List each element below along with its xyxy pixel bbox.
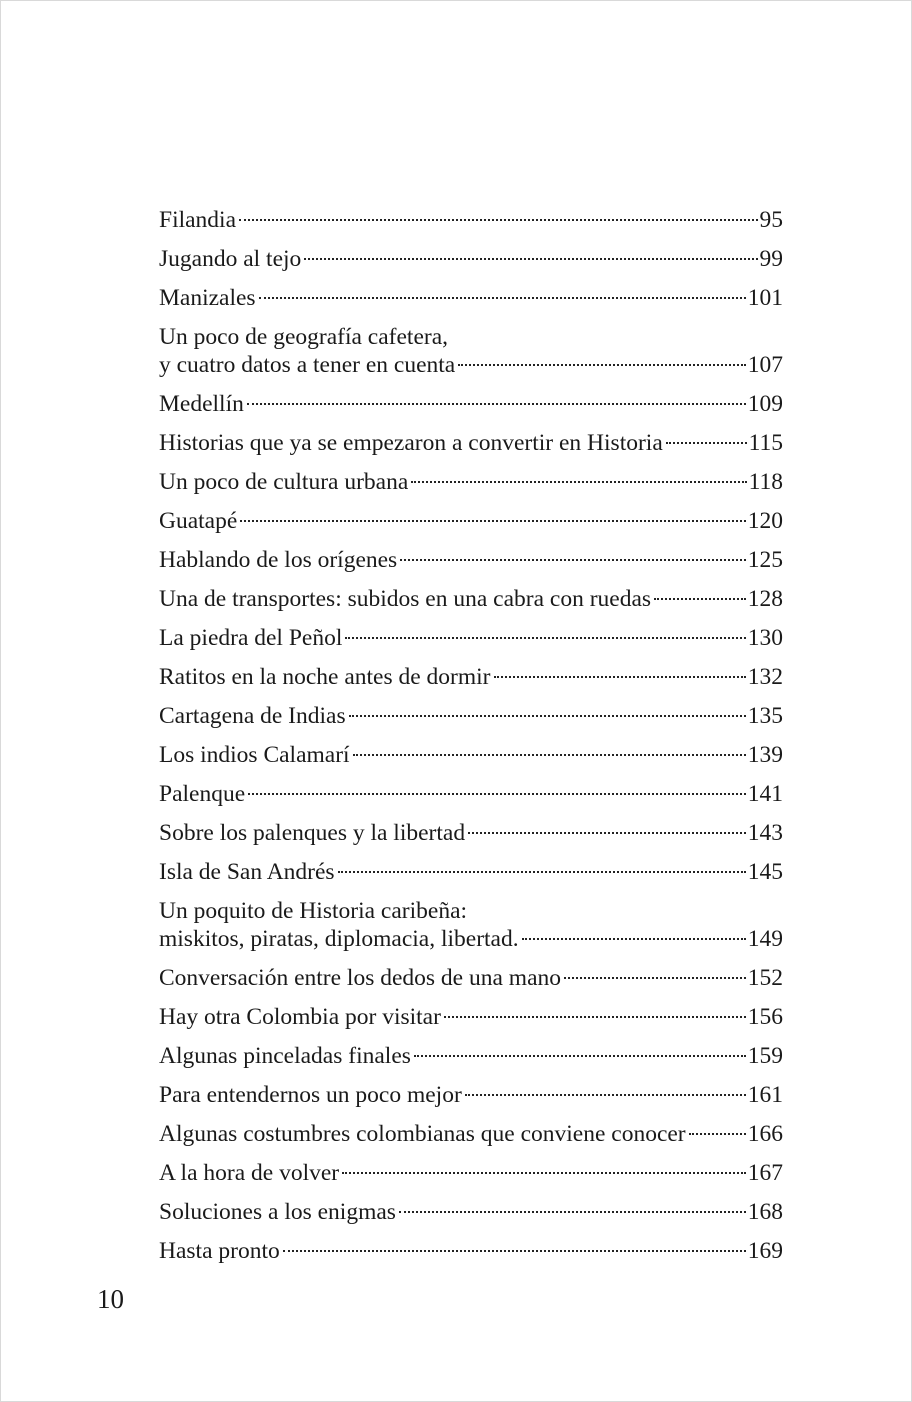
toc-entry-title: Para entendernos un poco mejor <box>159 1082 462 1108</box>
dot-leader <box>414 1055 746 1057</box>
toc-entry <box>159 284 783 312</box>
toc-entry <box>159 819 783 847</box>
dot-leader <box>444 1016 746 1018</box>
toc-entry-page: 166 <box>747 1121 783 1147</box>
toc-entry <box>159 429 783 457</box>
toc-entry-title: Algunas costumbres colombianas que conviene conocer <box>159 1121 686 1147</box>
toc-entry-page: 168 <box>747 1199 783 1225</box>
toc-entry-page: 167 <box>747 1160 783 1186</box>
toc-entry-page: 139 <box>747 742 783 768</box>
toc-entry <box>159 546 783 574</box>
toc-entry-title: Ratitos en la noche antes de dormir <box>159 664 491 690</box>
toc-entry <box>159 390 783 418</box>
dot-leader <box>666 442 747 444</box>
toc-entry-page: 95 <box>759 207 783 233</box>
toc-entry-title: La piedra del Peñol <box>159 625 343 651</box>
toc-entry <box>159 741 783 769</box>
dot-leader <box>259 297 746 299</box>
dot-leader <box>283 1250 746 1252</box>
toc-entry <box>159 206 783 234</box>
toc-entry-title: Manizales <box>159 285 256 311</box>
dot-leader <box>240 520 745 522</box>
toc-entry <box>159 468 783 496</box>
dot-leader <box>522 938 746 940</box>
toc-entry-page: 152 <box>747 965 783 991</box>
toc-entry-page: 125 <box>747 547 783 573</box>
toc-entry-page: 149 <box>747 926 783 952</box>
toc-entry-title: Hablando de los orígenes <box>159 547 398 573</box>
toc-entry <box>159 1120 783 1148</box>
dot-leader <box>345 637 745 639</box>
toc-entry-title: Los indios Calamarí <box>159 742 350 768</box>
toc-entry <box>159 858 783 886</box>
toc-entry-page: 161 <box>747 1082 783 1108</box>
toc-entry-page: 169 <box>747 1238 783 1264</box>
toc-entry-page: 145 <box>747 859 783 885</box>
toc-entry-page: 159 <box>747 1043 783 1069</box>
toc-entry-page: 141 <box>747 781 783 807</box>
toc-entry <box>159 897 783 953</box>
toc-entry-title: Cartagena de Indias <box>159 703 346 729</box>
toc-entry <box>159 780 783 808</box>
dot-leader <box>247 403 746 405</box>
toc-entry-title-line1: Un poco de geografía cafetera, <box>159 324 449 350</box>
toc-entry <box>159 964 783 992</box>
toc-entry-title: Palenque <box>159 781 246 807</box>
toc-entry-title: Sobre los palenques y la libertad <box>159 820 466 846</box>
toc-entry <box>159 1081 783 1109</box>
toc-entry-title: Isla de San Andrés <box>159 859 335 885</box>
toc-entry-title: Historias que ya se empezaron a convertir en Historia <box>159 430 663 456</box>
toc-entry-title: y cuatro datos a tener en cuenta <box>159 352 456 378</box>
page-number: 10 <box>97 1284 124 1314</box>
toc-entry-title: Algunas pinceladas finales <box>159 1043 411 1069</box>
toc-entry-page: 130 <box>747 625 783 651</box>
dot-leader <box>458 364 746 366</box>
toc-entry-page: 132 <box>747 664 783 690</box>
dot-leader <box>399 1211 746 1213</box>
dot-leader <box>689 1133 746 1135</box>
toc-entry-page: 135 <box>747 703 783 729</box>
dot-leader <box>411 481 746 483</box>
toc-entry-page: 156 <box>747 1004 783 1030</box>
dot-leader <box>304 258 757 260</box>
dot-leader <box>468 832 746 834</box>
toc-entry-page: 128 <box>747 586 783 612</box>
toc-entry <box>159 507 783 535</box>
toc-entry-title: Un poco de cultura urbana <box>159 469 409 495</box>
dot-leader <box>349 715 746 717</box>
toc-entry <box>159 1003 783 1031</box>
toc-entry-page: 101 <box>747 285 783 311</box>
toc-entry <box>159 663 783 691</box>
toc-entry-title: miskitos, piratas, diplomacia, libertad. <box>159 926 519 952</box>
toc-entry <box>159 1198 783 1226</box>
toc-entry-title: Guatapé <box>159 508 238 534</box>
toc-entry <box>159 1042 783 1070</box>
dot-leader <box>400 559 746 561</box>
dot-leader <box>248 793 746 795</box>
toc-entry-page: 118 <box>748 469 783 495</box>
toc-entry-page: 143 <box>747 820 783 846</box>
dot-leader <box>342 1172 746 1174</box>
toc-entry-title: Hasta pronto <box>159 1238 280 1264</box>
dot-leader <box>465 1094 746 1096</box>
dot-leader <box>239 219 757 221</box>
dot-leader <box>564 977 746 979</box>
toc-entry-title: Jugando al tejo <box>159 246 302 272</box>
table-of-contents <box>159 206 783 1276</box>
toc-entry <box>159 323 783 379</box>
toc-entry-page: 109 <box>747 391 783 417</box>
toc-entry <box>159 624 783 652</box>
dot-leader <box>338 871 746 873</box>
toc-entry <box>159 702 783 730</box>
toc-entry <box>159 1237 783 1265</box>
toc-entry <box>159 245 783 273</box>
toc-entry-title: Soluciones a los enigmas <box>159 1199 396 1225</box>
toc-entry-title: Filandia <box>159 207 237 233</box>
toc-entry <box>159 1159 783 1187</box>
dot-leader <box>494 676 746 678</box>
toc-entry-title: Medellín <box>159 391 244 417</box>
toc-entry-title: A la hora de volver <box>159 1160 340 1186</box>
toc-entry-title: Conversación entre los dedos de una mano <box>159 965 562 991</box>
toc-entry-page: 107 <box>747 352 783 378</box>
toc-entry-title-line1: Un poquito de Historia caribeña: <box>159 898 468 924</box>
toc-entry-page: 120 <box>747 508 783 534</box>
toc-entry-title: Una de transportes: subidos en una cabra con ruedas <box>159 586 652 612</box>
toc-entry-page: 99 <box>759 246 783 272</box>
dot-leader <box>353 754 746 756</box>
toc-entry-page: 115 <box>748 430 783 456</box>
toc-entry <box>159 585 783 613</box>
dot-leader <box>654 598 746 600</box>
toc-entry-title: Hay otra Colombia por visitar <box>159 1004 441 1030</box>
